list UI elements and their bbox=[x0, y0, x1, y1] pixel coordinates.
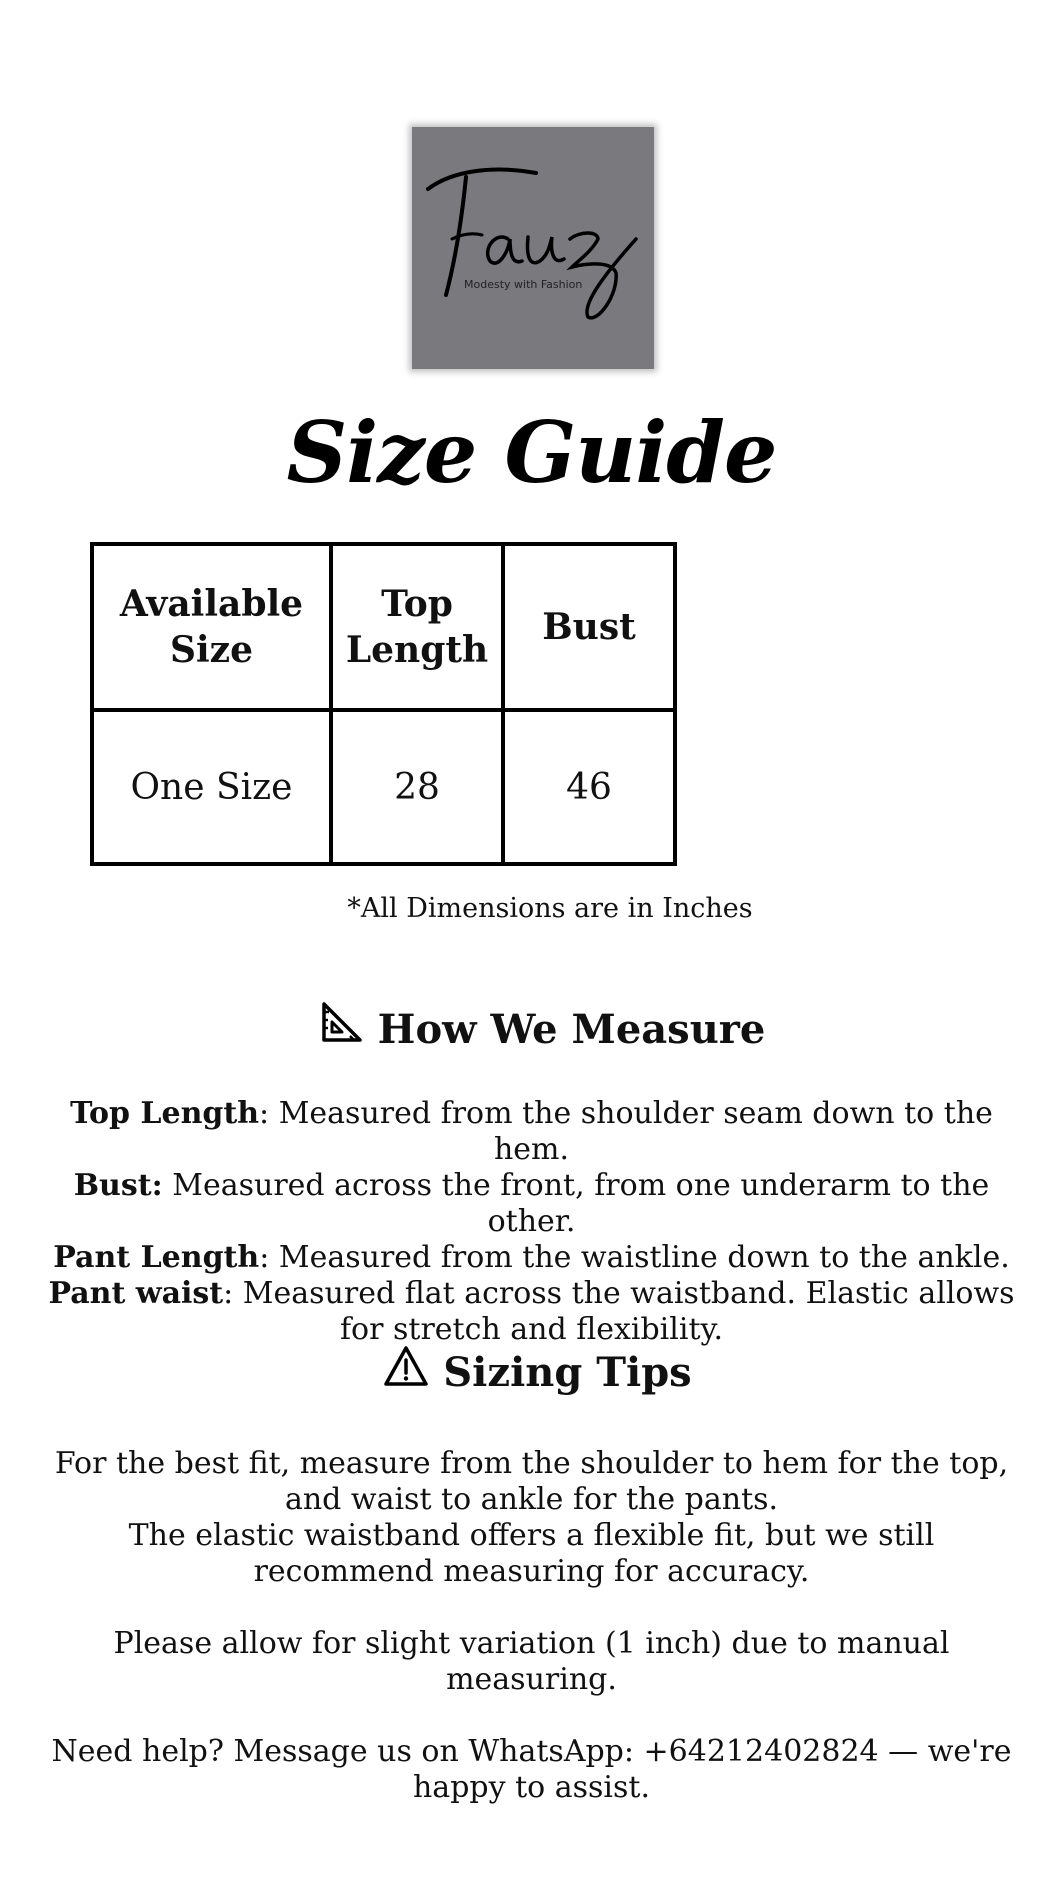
tip-line: The elastic waistband offers a flexible fit, but we still recommend measuring for accuracy. bbox=[128, 1518, 935, 1589]
warning-icon bbox=[383, 1344, 429, 1400]
logo-tagline: Modesty with Fashion bbox=[464, 278, 583, 291]
how-we-measure-heading bbox=[10, 1004, 1063, 1062]
measure-text: Measured flat across the waistband. Elastic allows for stretch and flexibility. bbox=[233, 1276, 1015, 1347]
size-table bbox=[90, 542, 677, 866]
header-line: Length bbox=[345, 629, 489, 671]
measure-descriptions bbox=[40, 1096, 1023, 1348]
tips-content bbox=[40, 1446, 1023, 1806]
measure-sep: : bbox=[223, 1276, 234, 1311]
measure-text: Measured from the shoulder seam down to the hem. bbox=[269, 1096, 993, 1167]
spacer bbox=[40, 1698, 1023, 1734]
tip-line: Please allow for slight variation (1 inch) due to manual measuring. bbox=[113, 1626, 950, 1697]
cell-bust: 46 bbox=[503, 710, 675, 864]
header-line: Top bbox=[381, 583, 453, 625]
table-row bbox=[92, 710, 675, 864]
measure-item bbox=[40, 1276, 1023, 1348]
tip-line: For the best fit, measure from the shoulder to hem for the top, and waist to ankle for the pants. bbox=[54, 1446, 1009, 1517]
measure-text: Measured from the waistline down to the ankle. bbox=[269, 1240, 1010, 1275]
logo-mark bbox=[412, 127, 654, 369]
measure-sep: : bbox=[259, 1096, 270, 1131]
heading-text: Sizing Tips bbox=[443, 1349, 692, 1396]
header-line: Size bbox=[169, 629, 254, 671]
measure-label: Pant Length bbox=[53, 1240, 260, 1275]
dimensions-footnote: *All Dimensions are in Inches bbox=[347, 893, 753, 924]
heading-text: How We Measure bbox=[377, 1006, 766, 1053]
measure-text: Measured across the front, from one underarm to the other. bbox=[162, 1168, 990, 1239]
spacer bbox=[40, 1590, 1023, 1626]
page-title: Size Guide bbox=[286, 403, 777, 502]
header-line: Available bbox=[119, 583, 304, 625]
cell-size: One Size bbox=[92, 710, 331, 864]
measure-item bbox=[40, 1168, 1023, 1240]
table-header-row bbox=[92, 544, 675, 710]
measure-item bbox=[40, 1240, 1023, 1276]
measure-label: Bust: bbox=[73, 1168, 163, 1203]
measure-item bbox=[40, 1096, 1023, 1168]
measure-sep: : bbox=[259, 1240, 270, 1275]
header-available-size bbox=[92, 544, 331, 710]
measure-label: Top Length bbox=[70, 1096, 260, 1131]
cell-top-length: 28 bbox=[331, 710, 503, 864]
tip-line: Need help? Message us on WhatsApp: +64212402824 — we're happy to assist. bbox=[51, 1734, 1012, 1805]
brand-logo bbox=[412, 127, 654, 369]
header-bust bbox=[503, 544, 675, 710]
ruler-triangle-icon bbox=[318, 1000, 364, 1058]
header-line: Bust bbox=[542, 606, 636, 648]
header-top-length bbox=[331, 544, 503, 710]
sizing-tips-heading bbox=[6, 1348, 1063, 1404]
measure-label: Pant waist bbox=[48, 1276, 224, 1311]
